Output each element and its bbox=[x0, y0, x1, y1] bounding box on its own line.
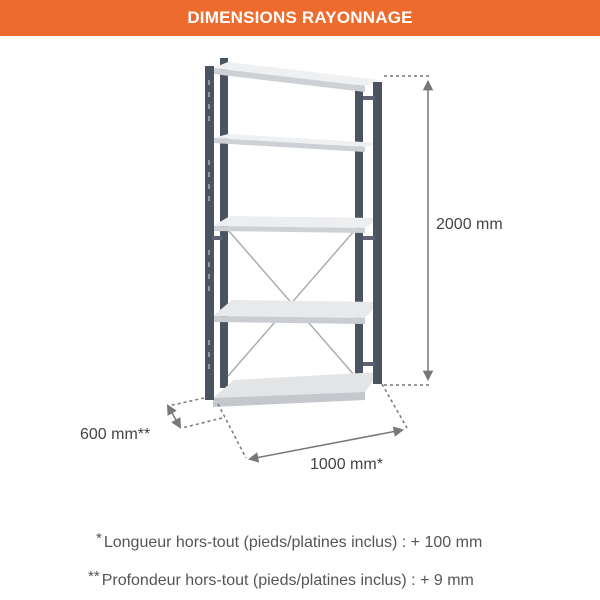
depth-arrow bbox=[168, 406, 180, 427]
footnote-depth-text: Profondeur hors-tout (pieds/platines inclus) : + 9 mm bbox=[101, 572, 474, 589]
shelf-5 bbox=[213, 372, 380, 407]
width-ext-left bbox=[218, 404, 246, 458]
footnote-length-marker: * bbox=[96, 530, 102, 547]
footnote-length bbox=[96, 530, 482, 552]
width-label: 1000 mm* bbox=[310, 456, 383, 473]
shelf-4 bbox=[213, 300, 380, 324]
depth-ext-back bbox=[168, 398, 204, 406]
width-ext-right bbox=[382, 384, 407, 428]
footnote-depth-marker: ** bbox=[88, 568, 100, 585]
height-label: 2000 mm bbox=[436, 216, 503, 233]
header-title: DIMENSIONS RAYONNAGE bbox=[187, 8, 413, 27]
footnote-depth bbox=[88, 568, 474, 590]
depth-ext-front bbox=[182, 418, 222, 428]
shelf-3 bbox=[213, 216, 380, 233]
depth-label: 600 mm** bbox=[80, 426, 151, 443]
width-arrow bbox=[250, 430, 402, 459]
footnote-length-text: Longueur hors-tout (pieds/platines inclus) : + 100 mm bbox=[103, 534, 483, 551]
shelf-1 bbox=[213, 62, 380, 92]
shelf-2 bbox=[213, 134, 380, 152]
upright-front-right bbox=[373, 82, 382, 384]
